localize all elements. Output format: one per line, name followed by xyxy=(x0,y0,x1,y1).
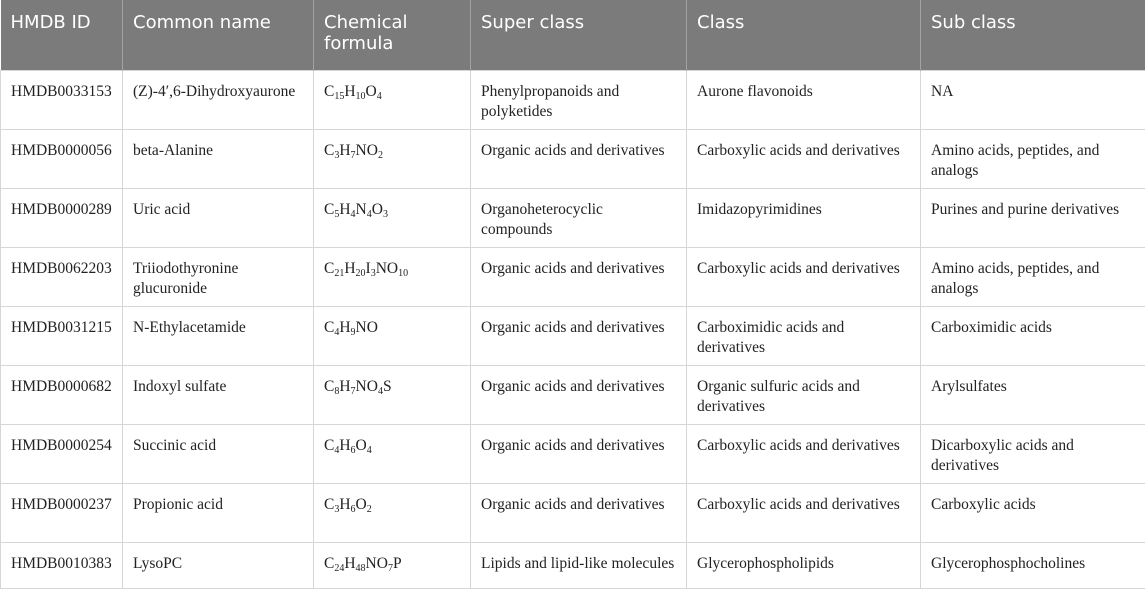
cell-sub-class: Glycerophosphocholines xyxy=(921,542,1145,588)
formula-subscript: 6 xyxy=(351,504,356,515)
formula-element: C xyxy=(324,437,334,454)
formula-element: NO xyxy=(356,142,378,159)
formula-subscript: 4 xyxy=(367,209,372,220)
cell-chemical-formula xyxy=(314,129,471,188)
cell-hmdb-id: HMDB0000289 xyxy=(1,188,123,247)
cell-super-class: Lipids and lipid-like molecules xyxy=(471,542,687,588)
formula-element: H xyxy=(339,319,350,336)
formula-element: O xyxy=(372,201,383,218)
formula-subscript: 21 xyxy=(334,268,344,279)
cell-chemical-formula xyxy=(314,365,471,424)
cell-class: Imidazopyrimidines xyxy=(687,188,921,247)
formula-element: H xyxy=(339,378,350,395)
cell-super-class: Organic acids and derivatives xyxy=(471,483,687,542)
formula-subscript: 4 xyxy=(334,327,339,338)
cell-common-name: Triiodothyronine glucuronide xyxy=(123,247,314,306)
cell-hmdb-id: HMDB0000254 xyxy=(1,424,123,483)
formula-element: H xyxy=(344,260,355,277)
cell-hmdb-id: HMDB0033153 xyxy=(1,70,123,129)
cell-common-name: Propionic acid xyxy=(123,483,314,542)
formula-subscript: 10 xyxy=(398,268,408,279)
formula-element: H xyxy=(344,83,355,100)
cell-sub-class: Carboxylic acids xyxy=(921,483,1145,542)
cell-sub-class: Amino acids, peptides, and analogs xyxy=(921,247,1145,306)
formula-element: H xyxy=(339,142,350,159)
formula-subscript: 4 xyxy=(377,91,382,102)
formula-subscript: 2 xyxy=(378,150,383,161)
cell-chemical-formula xyxy=(314,188,471,247)
cell-super-class: Organoheterocyclic compounds xyxy=(471,188,687,247)
formula-element: S xyxy=(383,378,392,395)
cell-hmdb-id: HMDB0000237 xyxy=(1,483,123,542)
cell-hmdb-id: HMDB0000682 xyxy=(1,365,123,424)
cell-class: Carboxylic acids and derivatives xyxy=(687,129,921,188)
cell-class: Carboxylic acids and derivatives xyxy=(687,483,921,542)
formula-element: C xyxy=(324,201,334,218)
table-row xyxy=(1,247,1145,306)
cell-chemical-formula xyxy=(314,247,471,306)
formula-element: C xyxy=(324,555,334,572)
cell-common-name: Succinic acid xyxy=(123,424,314,483)
header-common-name: Common name xyxy=(123,0,314,70)
header-hmdb-id: HMDB ID xyxy=(1,0,123,70)
formula-element: H xyxy=(344,555,355,572)
formula-subscript: 4 xyxy=(367,445,372,456)
table-row xyxy=(1,483,1145,542)
cell-class: Aurone flavonoids xyxy=(687,70,921,129)
formula-element: H xyxy=(339,496,350,513)
cell-hmdb-id: HMDB0010383 xyxy=(1,542,123,588)
cell-common-name: (Z)-4′,6-Dihydroxyaurone xyxy=(123,70,314,129)
formula-subscript: 15 xyxy=(334,91,344,102)
table-row xyxy=(1,424,1145,483)
formula-element: NO xyxy=(376,260,398,277)
cell-common-name: LysoPC xyxy=(123,542,314,588)
formula-subscript: 4 xyxy=(378,386,383,397)
table-row xyxy=(1,129,1145,188)
header-super-class: Super class xyxy=(471,0,687,70)
formula-element: C xyxy=(324,378,334,395)
formula-element: I xyxy=(366,260,371,277)
formula-subscript: 7 xyxy=(351,386,356,397)
table-row xyxy=(1,365,1145,424)
table-row xyxy=(1,188,1145,247)
cell-sub-class: Arylsulfates xyxy=(921,365,1145,424)
formula-element: N xyxy=(356,201,367,218)
formula-element: C xyxy=(324,142,334,159)
formula-subscript: 2 xyxy=(367,504,372,515)
formula-subscript: 10 xyxy=(356,91,366,102)
formula-element: O xyxy=(356,437,367,454)
cell-common-name: Uric acid xyxy=(123,188,314,247)
formula-subscript: 6 xyxy=(351,445,356,456)
table-body xyxy=(1,70,1145,588)
formula-element: O xyxy=(356,496,367,513)
formula-subscript: 4 xyxy=(334,445,339,456)
cell-chemical-formula xyxy=(314,424,471,483)
formula-element: O xyxy=(366,83,377,100)
cell-super-class: Organic acids and derivatives xyxy=(471,129,687,188)
cell-chemical-formula xyxy=(314,306,471,365)
formula-subscript: 5 xyxy=(334,209,339,220)
formula-element: C xyxy=(324,260,334,277)
formula-subscript: 48 xyxy=(356,563,366,574)
table-row xyxy=(1,70,1145,129)
cell-super-class: Organic acids and derivatives xyxy=(471,365,687,424)
formula-subscript: 9 xyxy=(351,327,356,338)
header-row xyxy=(1,0,1145,70)
header-class: Class xyxy=(687,0,921,70)
cell-hmdb-id: HMDB0000056 xyxy=(1,129,123,188)
formula-element: C xyxy=(324,83,334,100)
cell-chemical-formula xyxy=(314,70,471,129)
cell-super-class: Phenylpropanoids and polyketides xyxy=(471,70,687,129)
table-header xyxy=(1,0,1145,70)
formula-subscript: 7 xyxy=(351,150,356,161)
formula-subscript: 3 xyxy=(334,150,339,161)
formula-element: H xyxy=(339,437,350,454)
formula-element: NO xyxy=(356,319,378,336)
formula-subscript: 4 xyxy=(351,209,356,220)
table-row xyxy=(1,306,1145,365)
cell-common-name: N-Ethylacetamide xyxy=(123,306,314,365)
formula-element: NO xyxy=(356,378,378,395)
formula-element: NO xyxy=(366,555,388,572)
cell-common-name: beta-Alanine xyxy=(123,129,314,188)
header-sub-class: Sub class xyxy=(921,0,1145,70)
cell-class: Glycerophospholipids xyxy=(687,542,921,588)
formula-subscript: 24 xyxy=(334,563,344,574)
header-chemical-formula: Chemical formula xyxy=(314,0,471,70)
table-row xyxy=(1,542,1145,588)
cell-class: Carboxylic acids and derivatives xyxy=(687,424,921,483)
cell-hmdb-id: HMDB0062203 xyxy=(1,247,123,306)
formula-subscript: 8 xyxy=(334,386,339,397)
formula-subscript: 7 xyxy=(388,563,393,574)
formula-subscript: 3 xyxy=(371,268,376,279)
formula-subscript: 3 xyxy=(383,209,388,220)
cell-class: Carboxylic acids and derivatives xyxy=(687,247,921,306)
formula-element: H xyxy=(339,201,350,218)
cell-super-class: Organic acids and derivatives xyxy=(471,424,687,483)
cell-sub-class: NA xyxy=(921,70,1145,129)
cell-class: Carboximidic acids and derivatives xyxy=(687,306,921,365)
cell-class: Organic sulfuric acids and derivatives xyxy=(687,365,921,424)
cell-sub-class: Purines and purine derivatives xyxy=(921,188,1145,247)
formula-element: C xyxy=(324,319,334,336)
formula-element: C xyxy=(324,496,334,513)
cell-common-name: Indoxyl sulfate xyxy=(123,365,314,424)
cell-super-class: Organic acids and derivatives xyxy=(471,247,687,306)
cell-chemical-formula xyxy=(314,483,471,542)
formula-subscript: 3 xyxy=(334,504,339,515)
cell-hmdb-id: HMDB0031215 xyxy=(1,306,123,365)
cell-sub-class: Amino acids, peptides, and analogs xyxy=(921,129,1145,188)
cell-chemical-formula xyxy=(314,542,471,588)
formula-subscript: 20 xyxy=(356,268,366,279)
cell-sub-class: Dicarboxylic acids and derivatives xyxy=(921,424,1145,483)
formula-element: P xyxy=(393,555,402,572)
cell-super-class: Organic acids and derivatives xyxy=(471,306,687,365)
cell-sub-class: Carboximidic acids xyxy=(921,306,1145,365)
